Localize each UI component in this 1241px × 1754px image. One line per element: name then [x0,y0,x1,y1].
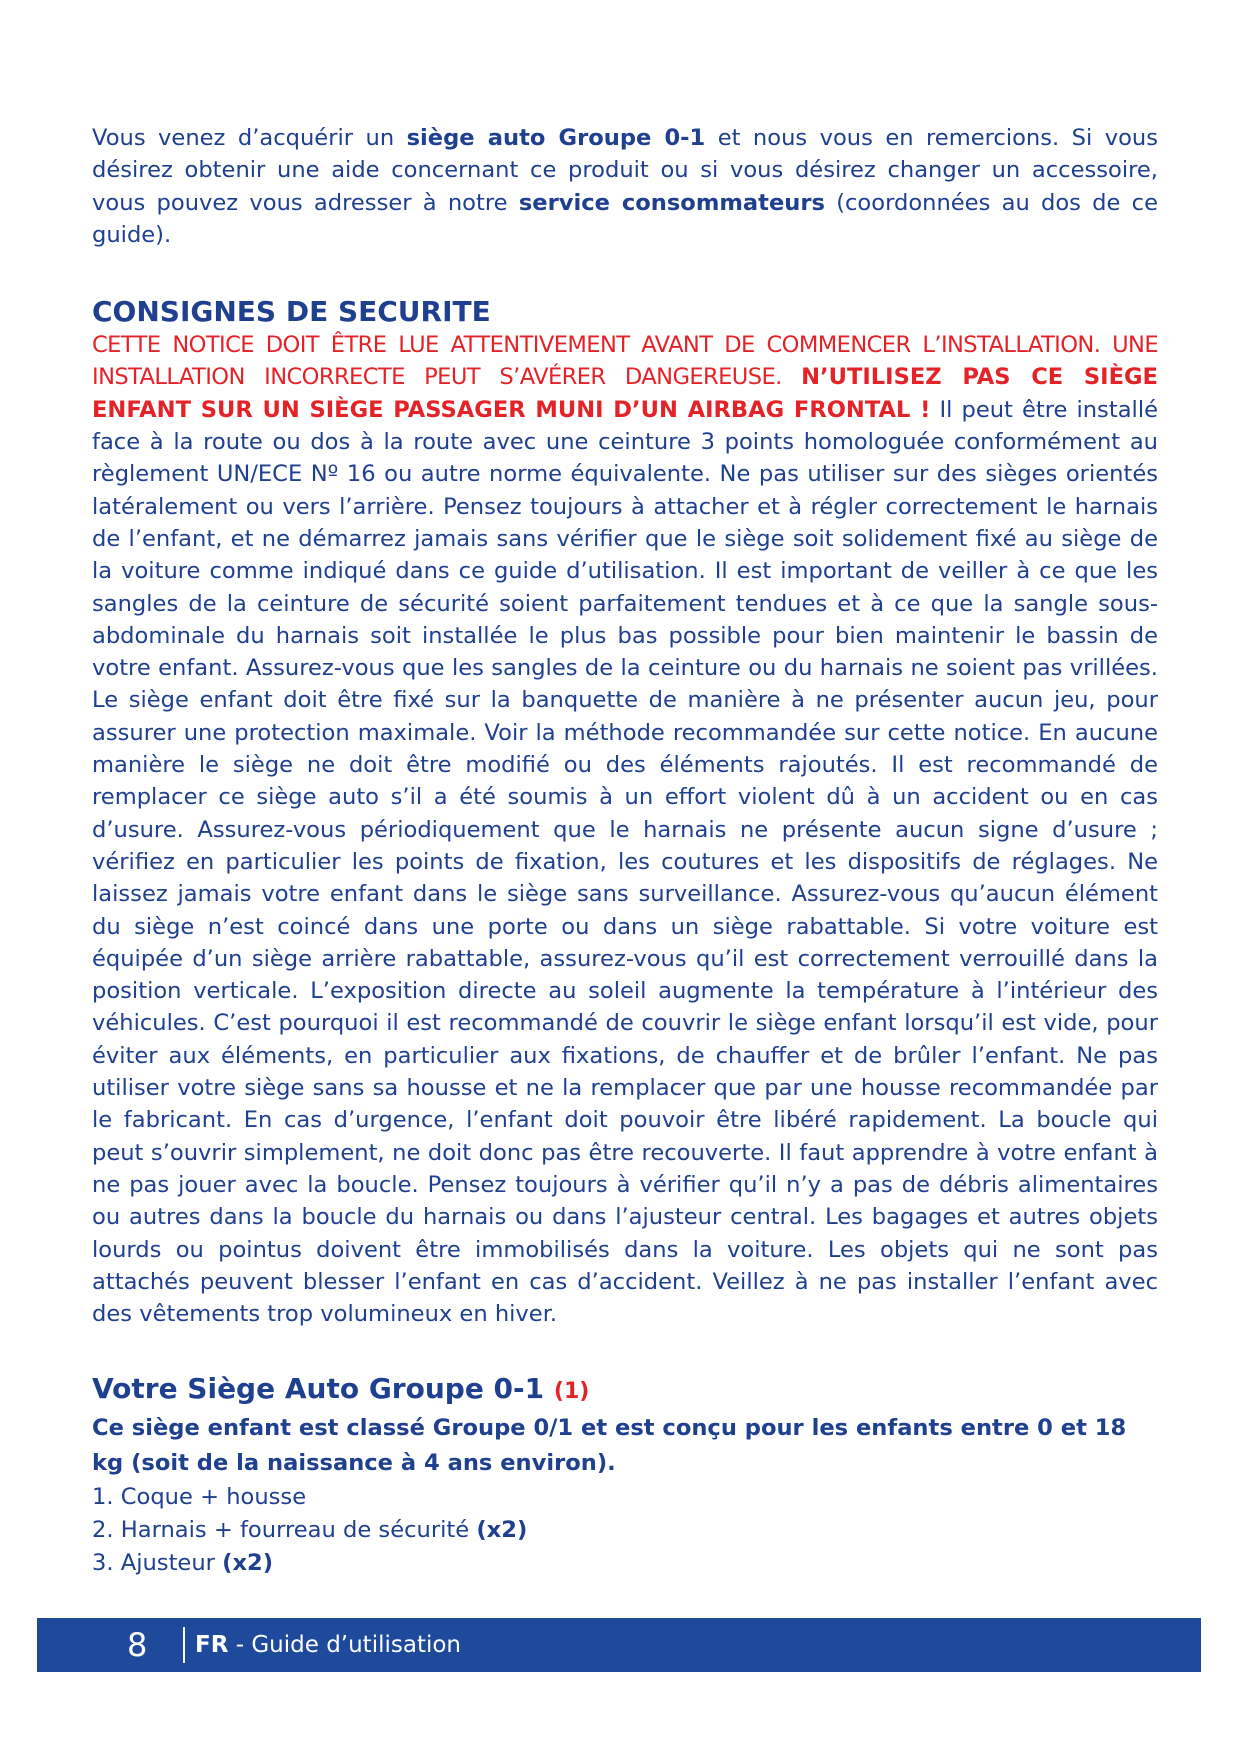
list-item-text: 3. Ajusteur [92,1550,223,1577]
list-item-qty: (x2) [222,1550,274,1577]
intro-service-name: service consommateurs [518,189,825,216]
footer-guide-text: - Guide d’utilisation [228,1632,462,1658]
list-item-text: 1. Coque + housse [92,1484,307,1511]
footer-band [37,1618,1201,1672]
list-item [92,1514,1158,1547]
footer-lang: FR [195,1632,229,1658]
list-item-qty: (x2) [476,1517,528,1544]
list-item-text: 2. Harnais + fourreau de sécurité [92,1517,477,1544]
list-item [92,1481,1158,1514]
parts-list [92,1481,1158,1580]
intro-paragraph [92,122,1158,251]
page-number: 8 [127,1626,148,1664]
safety-heading: CONSIGNES DE SECURITE [92,295,491,329]
intro-text-1: Vous venez d’acquérir un [92,125,407,151]
footer-divider [183,1627,185,1663]
airbag-warning: N’UTILISEZ PAS CE SIÈGE ENFANT SUR UN SIÈGE PASSAGER MUNI D’UN AIRBAG FRONTAL ! [92,364,1158,423]
safety-warning: CETTE NOTICE DOIT ÊTRE LUE ATTENTIVEMENT AVANT DE COMMENCER L’INSTALLATION. UNE INSTALLATION INCORRECTE PEUT S’AVÉRER DANGEREUSE. [92,332,1158,391]
intro-product-name: siège auto Groupe 0-1 [406,125,706,151]
safety-paragraph [92,329,1158,1330]
figure-reference: (1) [553,1379,590,1405]
groupe-heading [92,1372,1158,1409]
intro-text-3: (coordonnées au dos de ce guide). [92,189,1158,248]
page-content [92,122,1158,1580]
groupe-title: Votre Siège Auto Groupe 0-1 [92,1372,545,1406]
footer-guide-label [195,1618,461,1672]
safety-instructions: Il peut être installé face à la route ou dos à la route avec une ceinture 3 points homologuée conformément au règlement UN/ECE Nº 16 ou autre norme équivalente. Ne pas utiliser sur des sièges orientés latéralement ou vers l’arrière. Pensez toujours à attacher et à régler correctement le harnais de l’enfant, et ne démarrez jamais sans vérifier que le siège soit solidement fixé au siège de la voiture comme indiqué dans ce guide d’utilisation. Il est important de veiller à ce que les sangles de la ceinture de sécurité soient parfaitement tendues et à ce que la sangle sous-abdominale du harnais soit installée le plus bas possible pour bien maintenir le bassin de votre enfant. Assurez-vous que les sangles de la ceinture ou du harnais ne soient pas vrillées. Le siège enfant doit être fixé sur la banquette de manière à ne présenter aucun jeu, pour assurer une protection maximale. Voir la méthode recommandée sur cette notice. En aucune manière le siège ne doit être modifié ou des éléments rajoutés. Il est recommandé de remplacer ce siège auto s’il a été soumis à un effort violent dû à un accident ou en cas d’usure. Assurez-vous périodiquement que le harnais ne présente aucun signe d’usure ; vérifiez en particulier les points de fixation, les coutures et les dispositifs de réglages. Ne laissez jamais votre enfant dans le siège sans surveillance. Assurez-vous qu’aucun élément du siège n’est coincé dans une porte ou dans un siège rabattable. Si votre voiture est équipée d’un siège arrière rabattable, assurez-vous qu’il est correctement verrouillé dans la position verticale. L’exposition directe au soleil augmente la température à l’intérieur des véhicules. C’est pourquoi il est recommandé de couvrir le siège enfant lorsqu’il est vide, pour éviter aux éléments, en particulier aux fixations, de chauffer et de brûler l’enfant. Ne pas utiliser votre siège sans sa housse et ne la remplacer que par une housse recommandée par le fabricant. En cas d’urgence, l’enfant doit pouvoir être libéré rapidement. La boucle qui peut s’ouvrir simplement, ne doit donc pas être recouverte. Il faut apprendre à votre enfant à ne pas jouer avec la boucle. Pensez toujours à vérifier qu’il n’y a pas de débris alimentaires ou autres dans la boucle du harnais ou dans l’ajusteur central. Les bagages et autres objets lourds ou pointus doivent être immobilisés dans la voiture. Les objets qui ne sont pas attachés peuvent blesser l’enfant en cas d’accident. Veillez à ne pas installer l’enfant avec des vêtements trop volumineux en hiver. [92,396,1158,1328]
list-item [92,1547,1158,1580]
intro-text-2: et nous vous en remercions. Si vous désirez obtenir une aide concernant ce produit ou si vous désirez changer un accessoire, vous pouvez vous adresser à notre [92,125,1158,216]
groupe-classification: Ce siège enfant est classé Groupe 0/1 et est conçu pour les enfants entre 0 et 18 kg (soit de la naissance à 4 ans environ). [92,1415,1127,1477]
